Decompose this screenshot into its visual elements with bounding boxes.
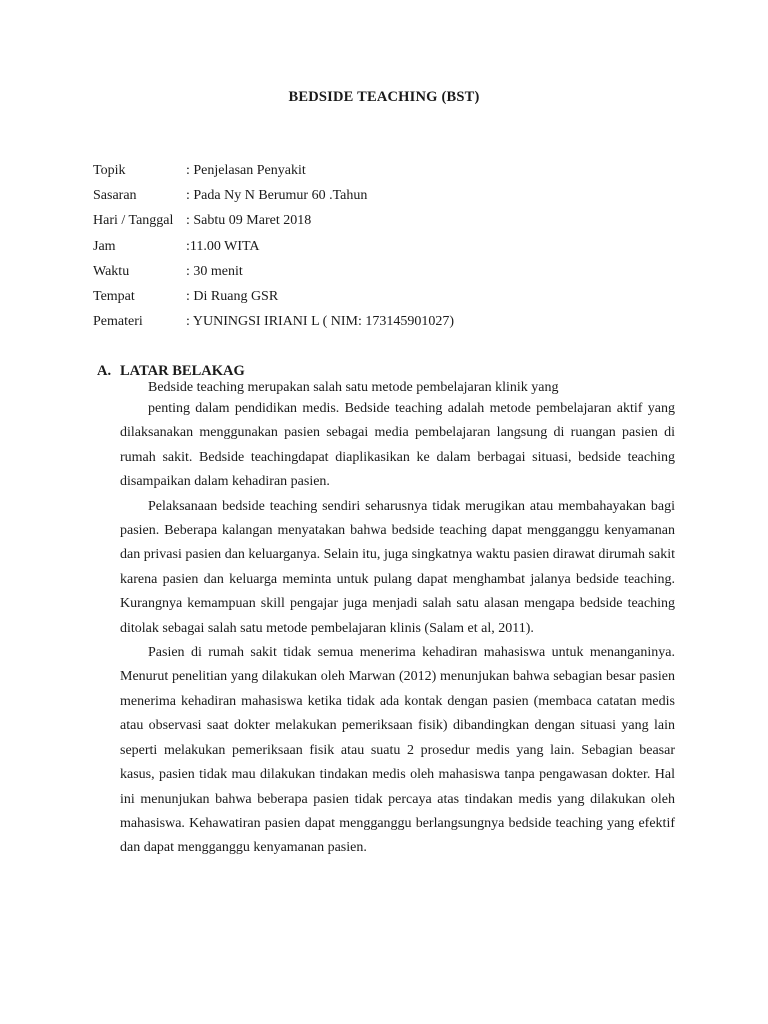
info-value: :11.00 WITA	[186, 238, 260, 254]
section-body	[120, 397, 675, 861]
info-label: Tempat	[93, 288, 135, 304]
document-title: BEDSIDE TEACHING (BST)	[288, 89, 480, 105]
section-heading	[97, 363, 245, 380]
info-label: Jam	[93, 238, 116, 254]
section-heading-text: LATAR BELAKAG	[120, 363, 245, 379]
info-label: Hari / Tanggal	[93, 213, 174, 229]
paragraph: penting dalam pendidikan medis. Bedside teaching adalah metode pembelajaran aktif yang dilaksanakan menggunakan pasien sebagai media pembelajaran langsung di ruangan pasien di rumah sakit. Bedside teachingdapat diaplikasikan ke dalam berbagai situasi, bedside teaching disampaikan dalam kehadiran pasien.	[120, 401, 675, 490]
paragraph: Pelaksanaan bedside teaching sendiri seharusnya tidak merugikan atau membahayakan bagi pasien. Beberapa kalangan menyatakan bahwa bedside teaching dapat mengganggu kenyamanan dan privasi pasien dan keluarganya. Selain itu, juga singkatnya waktu pasien dirawat dirumah sakit karena pasien dan keluarga meminta untuk pulang dapat menghambat jalanya bedside teaching. Kurangnya kemampuan skill pengajar juga menjadi salah satu alasan mengapa bedside teaching ditolak sebagai salah satu metode pembelajaran klinis (Salam et al, 2011).	[120, 498, 675, 636]
info-value: : Pada Ny N Berumur 60 .Tahun	[186, 188, 368, 204]
section-first-line: Bedside teaching merupakan salah satu metode pembelajaran klinik yang	[148, 380, 559, 395]
info-label: Waktu	[93, 263, 130, 279]
info-value: : Di Ruang GSR	[186, 288, 279, 304]
section-letter: A.	[97, 363, 112, 379]
info-value: : Penjelasan Penyakit	[186, 163, 306, 178]
info-label: Topik	[93, 163, 126, 178]
info-label: Pemateri	[93, 314, 143, 330]
info-value: : 30 menit	[186, 263, 243, 279]
info-value: : Sabtu 09 Maret 2018	[186, 213, 312, 229]
paragraph: Pasien di rumah sakit tidak semua menerima kehadiran mahasiswa untuk menanganinya. Menurut penelitian yang dilakukan oleh Marwan (2012) menunjukan bahwa sebagian besar pasien menerima kehadiran mahasiswa ketika tidak ada kontak dengan pasien (membaca catatan medis atau observasi saat dokter melakukan pemeriksaan fisik) dibandingkan dengan situasi yang lain seperti melakukan pemeriksaan fisik atau suatu 2 prosedur medis yang lain. Sebagian beasar kasus, pasien tidak mau dilakukan tindakan medis oleh mahasiswa tanpa pengawasan dokter. Hal ini menunjukan bahwa beberapa pasien tidak percaya atas tindakan medis yang dilakukan oleh mahasiswa. Kehawatiran pasien dapat mengganggu berlangsungnya bedside teaching yang efektif dan dapat mengganggu kenyamanan pasien.	[120, 645, 675, 856]
info-label: Sasaran	[93, 188, 137, 204]
info-value: : YUNINGSI IRIANI L ( NIM: 173145901027)	[186, 314, 455, 330]
